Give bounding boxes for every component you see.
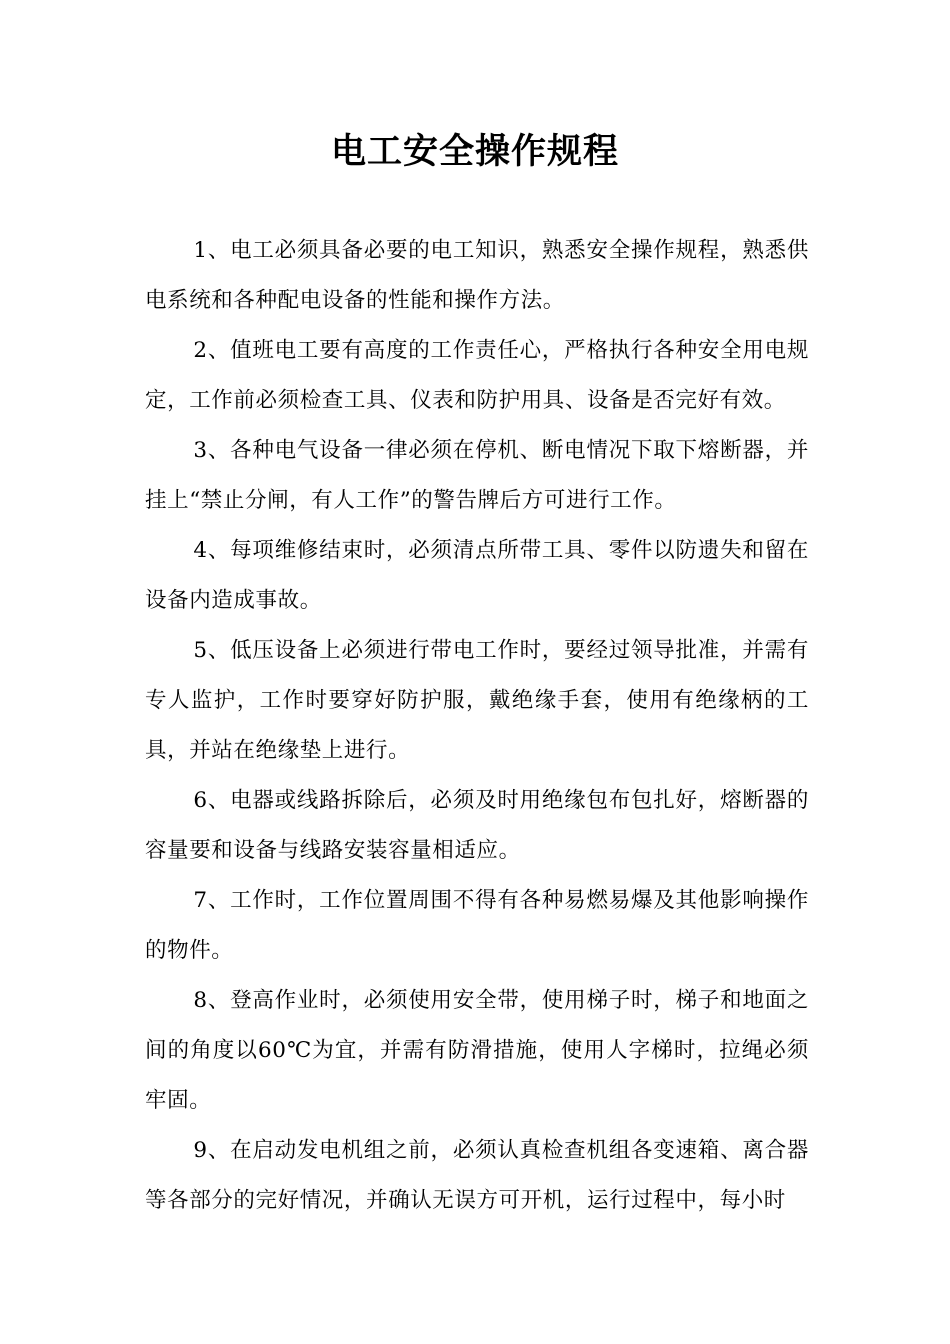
paragraph-1: 1、电工必须具备必要的电工知识，熟悉安全操作规程，熟悉供电系统和各种配电设备的性能和操作方法。 <box>145 238 809 313</box>
paragraph-6: 6、电器或线路拆除后，必须及时用绝缘包布包扎好，熔断器的容量要和设备与线路安装容量相适应。 <box>145 788 809 863</box>
document-title: 电工安全操作规程 <box>330 131 619 172</box>
paragraph-4: 4、每项维修结束时，必须清点所带工具、零件以防遗失和留在设备内造成事故。 <box>145 538 809 613</box>
paragraph-5: 5、低压设备上必须进行带电工作时，要经过领导批准，并需有专人监护，工作时要穿好防护服，戴绝缘手套，使用有绝缘柄的工具，并站在绝缘垫上进行。 <box>145 638 809 763</box>
paragraph-9: 9、在启动发电机组之前，必须认真检查机组各变速箱、离合器等各部分的完好情况，并确认无误方可开机，运行过程中，每小时 <box>145 1138 809 1213</box>
paragraph-7: 7、工作时，工作位置周围不得有各种易燃易爆及其他影响操作的物件。 <box>145 888 809 963</box>
paragraph-3: 3、各种电气设备一律必须在停机、断电情况下取下熔断器，并挂上“禁止分闸，有人工作”的警告牌后方可进行工作。 <box>145 438 809 513</box>
paragraph-2: 2、值班电工要有高度的工作责任心，严格执行各种安全用电规定，工作前必须检查工具、仪表和防护用具、设备是否完好有效。 <box>145 338 809 413</box>
document-body <box>145 226 809 1226</box>
paragraph-8: 8、登高作业时，必须使用安全带，使用梯子时，梯子和地面之间的角度以60℃为宜，并需有防滑措施，使用人字梯时，拉绳必须牢固。 <box>145 988 809 1113</box>
